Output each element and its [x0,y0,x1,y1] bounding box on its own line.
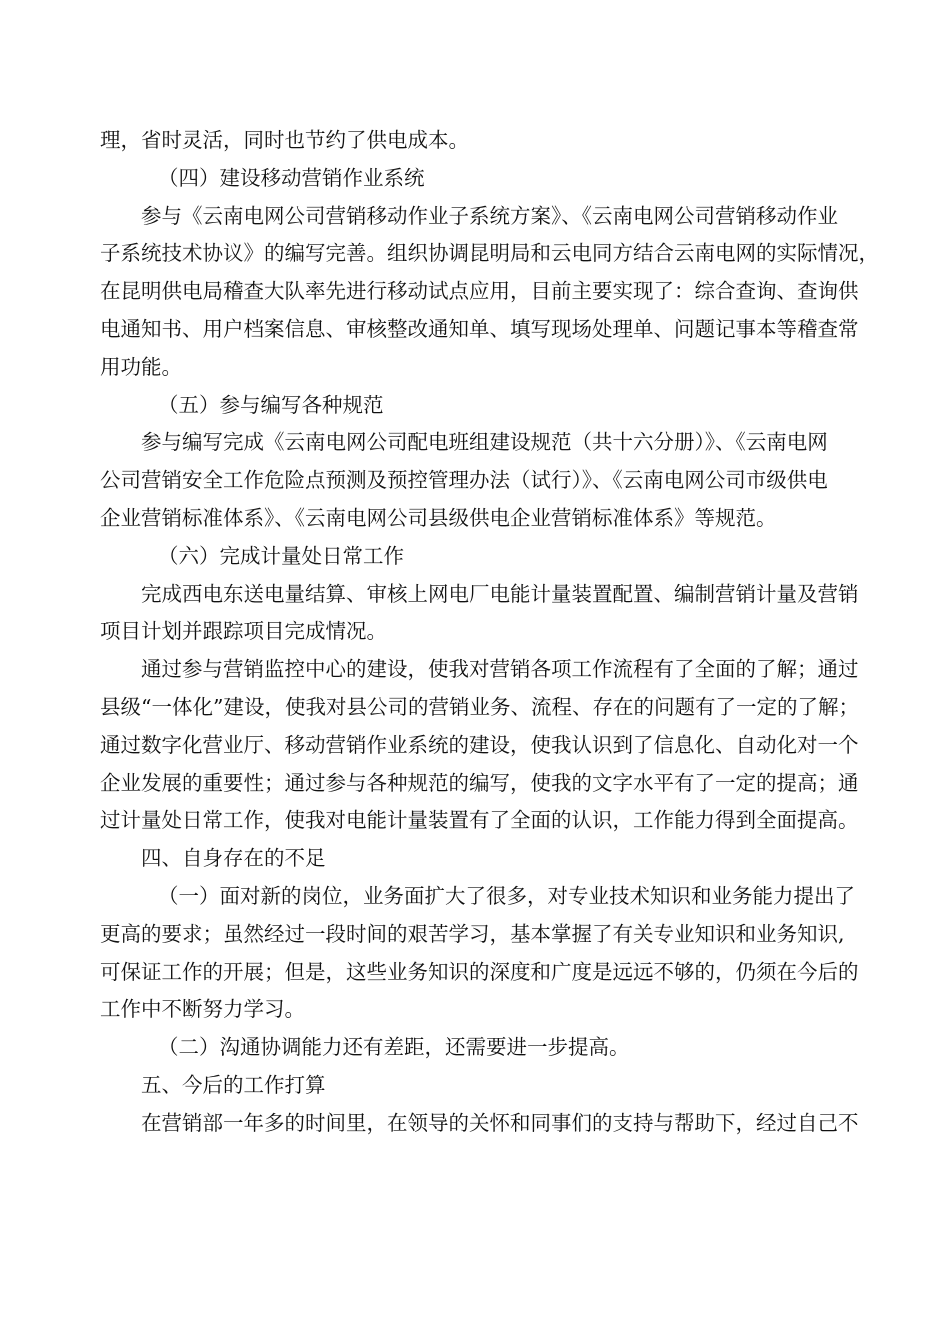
text-line: 项目计划并跟踪项目完成情况。 [100,619,387,644]
paragraph [100,576,859,652]
text-line: （一）面对新的岗位，业务面扩大了很多，对专业技术知识和业务能力提出了 [158,883,855,908]
text-line: 工作中不断努力学习。 [100,997,305,1022]
paragraph [100,1067,855,1105]
text-line: （五）参与编写各种规范 [158,392,384,417]
text-line: 企业发展的重要性；通过参与各种规范的编写，使我的文字水平有了一定的提高；通 [100,770,859,795]
text-line: 子系统技术协议》的编写完善。组织协调昆明局和云电同方结合云南电网的实际情况， [100,241,879,266]
section-subheading [100,160,855,198]
text-line: 理，省时灵活，同时也节约了供电成本。 [100,128,469,152]
text-line: 更高的要求；虽然经过一段时间的艰苦学习，基本掌握了有关专业知识和业务知识, [100,921,845,946]
text-line: 过计量处日常工作，使我对电能计量装置有了全面的认识，工作能力得到全面提高。 [100,808,859,833]
text-line: 在营销部一年多的时间里，在领导的关怀和同事们的支持与帮助下，经过自己不 [141,1110,859,1135]
text-line: （四）建设移动营销作业系统 [158,165,425,190]
paragraph [100,651,859,840]
text-line: 企业营销标准体系》、《云南电网公司县级供电企业营销标准体系》等规范。 [100,505,777,530]
paragraph [100,424,855,537]
text-line: 用功能。 [100,354,182,379]
text-line: 公司营销安全工作危险点预测及预控管理办法（试行）》、《云南电网公司市级供电 [100,468,828,493]
section-subheading [100,1029,855,1067]
section-subheading [100,878,859,1029]
paragraph [100,1105,859,1143]
text-line: 县级“一体化”建设，使我对县公司的营销业务、流程、存在的问题有了一定的了解； [100,694,859,719]
text-line: 通过参与营销监控中心的建设，使我对营销各项工作流程有了全面的了解；通过 [141,657,859,682]
document-page [100,122,879,1143]
text-line: （二）沟通协调能力还有差距，还需要进一步提高。 [158,1035,630,1060]
section-subheading [100,387,855,425]
section-subheading [100,538,855,576]
text-line: 五、今后的工作打算 [141,1072,326,1097]
paragraph-continuation [100,122,855,160]
text-line: 可保证工作的开展；但是，这些业务知识的深度和广度是远远不够的，仍须在今后的 [100,959,859,984]
text-line: 通过数字化营业厅、移动营销作业系统的建设，使我认识到了信息化、自动化对一个 [100,732,859,757]
text-line: 在昆明供电局稽查大队率先进行移动试点应用，目前主要实现了：综合查询、查询供 [100,279,859,304]
text-line: 完成西电东送电量结算、审核上网电厂电能计量装置配置、编制营销计量及营销 [141,581,859,606]
paragraph [100,198,879,387]
text-line: 参与《云南电网公司营销移动作业子系统方案》、《云南电网公司营销移动作业 [141,203,838,228]
text-line: 参与编写完成《云南电网公司配电班组建设规范（共十六分册）》、《云南电网 [141,430,828,455]
text-line: 电通知书、用户档案信息、审核整改通知单、填写现场处理单、问题记事本等稽查常 [100,316,859,341]
text-line: （六）完成计量处日常工作 [158,543,404,568]
text-line: 四、自身存在的不足 [141,846,326,871]
paragraph [100,840,855,878]
